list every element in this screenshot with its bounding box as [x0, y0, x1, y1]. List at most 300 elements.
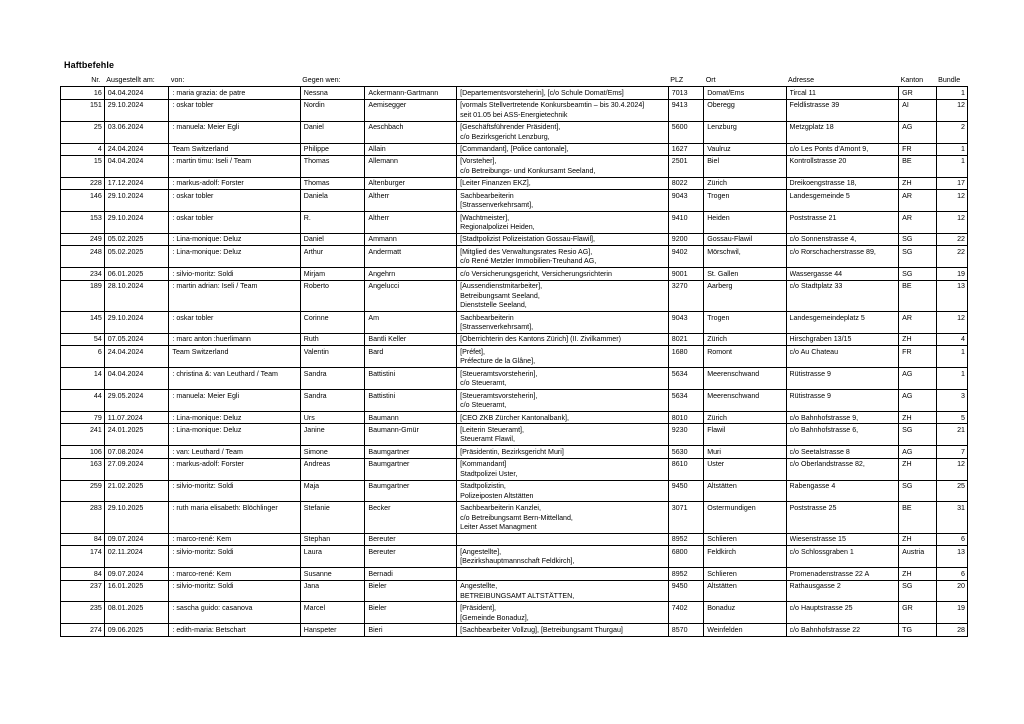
cell-kanton: AG — [899, 368, 937, 390]
cell-firstname: Janine — [300, 424, 365, 446]
cell-nr: 189 — [61, 280, 105, 311]
cell-nr: 174 — [61, 546, 105, 568]
haftbefehle-table — [60, 76, 968, 637]
cell-ort: Mörschwil, — [704, 246, 786, 268]
cell-ort: Ostermundigen — [704, 502, 786, 533]
cell-bundle: 12 — [936, 312, 967, 334]
cell-nr: 283 — [61, 502, 105, 533]
cell-plz: 1680 — [668, 346, 703, 368]
cell-lastname: Battistini — [365, 368, 457, 390]
col-date: Ausgestellt am: — [106, 76, 155, 84]
cell-adresse: c/o Hauptstrasse 25 — [786, 602, 899, 624]
cell-date: 17.12.2024 — [104, 177, 169, 189]
cell-date: 04.04.2024 — [104, 368, 169, 390]
cell-detail: [Präsident], [Gemeinde Bonaduz], — [457, 602, 669, 624]
cell-lastname: Am — [365, 312, 457, 334]
cell-adresse: Metzgplatz 18 — [786, 121, 899, 143]
cell-date: 24.04.2024 — [104, 143, 169, 155]
cell-lastname: Angehrn — [365, 268, 457, 280]
table-row — [61, 390, 968, 412]
cell-plz: 9043 — [668, 190, 703, 212]
cell-plz: 5634 — [668, 368, 703, 390]
cell-ort: Domat/Ems — [704, 87, 786, 99]
cell-lastname: Baumann-Gmür — [365, 424, 457, 446]
cell-plz: 9450 — [668, 480, 703, 502]
cell-plz: 9001 — [668, 268, 703, 280]
cell-kanton: GR — [899, 602, 937, 624]
cell-bundle: 1 — [936, 368, 967, 390]
cell-plz: 8610 — [668, 458, 703, 480]
cell-kanton: ZH — [899, 568, 937, 580]
cell-von: : van: Leuthard / Team — [169, 446, 300, 458]
cell-lastname: Ackermann-Gartmann — [365, 87, 457, 99]
cell-plz: 8010 — [668, 412, 703, 424]
cell-nr: 84 — [61, 568, 105, 580]
cell-plz: 8021 — [668, 333, 703, 345]
cell-lastname: Bernadi — [365, 568, 457, 580]
cell-firstname: Daniel — [300, 233, 365, 245]
cell-firstname: Mirjam — [300, 268, 365, 280]
cell-detail: Sachbearbeiterin [Strassenverkehrsamt], — [457, 312, 669, 334]
cell-bundle: 1 — [936, 155, 967, 177]
cell-lastname: Baumgartner — [365, 446, 457, 458]
cell-ort: Uster — [704, 458, 786, 480]
cell-kanton: SG — [899, 233, 937, 245]
cell-bundle: 19 — [936, 268, 967, 280]
cell-lastname: Bantli Keller — [365, 333, 457, 345]
cell-detail: [Steueramtsvorsteherin], c/o Steueramt, — [457, 368, 669, 390]
cell-date: 06.01.2025 — [104, 268, 169, 280]
table-row — [61, 346, 968, 368]
cell-adresse: Poststrasse 25 — [786, 502, 899, 533]
cell-firstname: Daniela — [300, 190, 365, 212]
cell-adresse: c/o Oberlandstrasse 82, — [786, 458, 899, 480]
cell-bundle: 7 — [936, 446, 967, 458]
cell-bundle: 12 — [936, 99, 967, 121]
cell-detail: [Oberrichterin des Kantons Zürich] (II. Zivilkammer) — [457, 333, 669, 345]
table-row — [61, 246, 968, 268]
cell-date: 16.01.2025 — [104, 580, 169, 602]
table-row — [61, 368, 968, 390]
cell-von: : martin timu: Iseli / Team — [169, 155, 300, 177]
cell-lastname: Baumann — [365, 412, 457, 424]
cell-plz: 9402 — [668, 246, 703, 268]
cell-nr: 106 — [61, 446, 105, 458]
table-row — [61, 624, 968, 636]
cell-nr: 84 — [61, 533, 105, 545]
cell-lastname: Altenburger — [365, 177, 457, 189]
cell-ort: Altstätten — [704, 480, 786, 502]
cell-kanton: SG — [899, 268, 937, 280]
cell-date: 29.10.2025 — [104, 502, 169, 533]
cell-date: 24.04.2024 — [104, 346, 169, 368]
cell-bundle: 6 — [936, 568, 967, 580]
cell-von: : markus-adolf: Forster — [169, 177, 300, 189]
cell-lastname: Baumgartner — [365, 458, 457, 480]
cell-ort: Lenzburg — [704, 121, 786, 143]
cell-nr: 79 — [61, 412, 105, 424]
cell-von: : silvio-moritz: Soldi — [169, 580, 300, 602]
cell-date: 29.05.2024 — [104, 390, 169, 412]
cell-adresse: Rütistrasse 9 — [786, 390, 899, 412]
cell-detail: [Angestellte], [Bezirkshauptmannschaft Feldkirch], — [457, 546, 669, 568]
cell-adresse: c/o Rorschacherstrasse 89, — [786, 246, 899, 268]
cell-lastname: Ammann — [365, 233, 457, 245]
cell-detail: [vormals Stellvertretende Konkursbeamtin – bis 30.4.2024] seit 01.05 bei ASS-Energietechnik — [457, 99, 669, 121]
cell-bundle: 22 — [936, 233, 967, 245]
cell-bundle: 1 — [936, 143, 967, 155]
cell-date: 07.05.2024 — [104, 333, 169, 345]
cell-nr: 249 — [61, 233, 105, 245]
table-row — [61, 212, 968, 234]
cell-date: 29.10.2024 — [104, 312, 169, 334]
cell-kanton: ZH — [899, 412, 937, 424]
table-row — [61, 312, 968, 334]
cell-plz: 8570 — [668, 624, 703, 636]
cell-kanton: AG — [899, 390, 937, 412]
cell-adresse: Hirschgraben 13/15 — [786, 333, 899, 345]
cell-plz: 3270 — [668, 280, 703, 311]
cell-detail: [Sachbearbeiter Vollzug], [Betreibungsamt Thurgau] — [457, 624, 669, 636]
cell-adresse: Rütistrasse 9 — [786, 368, 899, 390]
cell-detail: [Wachtmeister], Regionalpolizei Heiden, — [457, 212, 669, 234]
table-row — [61, 502, 968, 533]
cell-plz: 9450 — [668, 580, 703, 602]
cell-date: 09.07.2024 — [104, 568, 169, 580]
table-row — [61, 177, 968, 189]
table-row — [61, 155, 968, 177]
cell-bundle: 5 — [936, 412, 967, 424]
cell-von: : Lina-monique: Deluz — [169, 412, 300, 424]
table-row — [61, 87, 968, 99]
table-row — [61, 121, 968, 143]
cell-kanton: TG — [899, 624, 937, 636]
cell-adresse: c/o Seetalstrasse 8 — [786, 446, 899, 458]
cell-detail: [Steueramtsvorsteherin], c/o Steueramt, — [457, 390, 669, 412]
cell-kanton: ZH — [899, 458, 937, 480]
cell-lastname: Bieri — [365, 624, 457, 636]
cell-von: : oskar tobler — [169, 99, 300, 121]
cell-kanton: GR — [899, 87, 937, 99]
cell-nr: 15 — [61, 155, 105, 177]
cell-adresse: Rathausgasse 2 — [786, 580, 899, 602]
cell-firstname: Urs — [300, 412, 365, 424]
cell-plz: 7013 — [668, 87, 703, 99]
cell-von: : christina &: van Leuthard / Team — [169, 368, 300, 390]
cell-date: 29.10.2024 — [104, 99, 169, 121]
cell-ort: Trogen — [704, 312, 786, 334]
table-row — [61, 446, 968, 458]
cell-bundle: 2 — [936, 121, 967, 143]
cell-detail: [Vorsteher], c/o Betreibungs- und Konkursamt Seeland, — [457, 155, 669, 177]
cell-von: Team Switzerland — [169, 346, 300, 368]
cell-nr: 44 — [61, 390, 105, 412]
cell-firstname: Hanspeter — [300, 624, 365, 636]
cell-date: 11.07.2024 — [104, 412, 169, 424]
cell-adresse: c/o Stadtplatz 33 — [786, 280, 899, 311]
cell-ort: Weinfelden — [704, 624, 786, 636]
cell-firstname: Laura — [300, 546, 365, 568]
cell-plz: 9043 — [668, 312, 703, 334]
cell-detail: Sachbearbeiterin Kanzlei, c/o Betreibungsamt Bern-Mittelland, Leiter Asset Managment — [457, 502, 669, 533]
cell-date: 29.10.2024 — [104, 190, 169, 212]
table-row — [61, 424, 968, 446]
cell-detail: Stadtpolizistin, Polizeiposten Altstätten — [457, 480, 669, 502]
cell-bundle: 31 — [936, 502, 967, 533]
cell-plz: 8022 — [668, 177, 703, 189]
cell-date: 02.11.2024 — [104, 546, 169, 568]
cell-adresse: Landesgemeindeplatz 5 — [786, 312, 899, 334]
table-row — [61, 268, 968, 280]
cell-nr: 274 — [61, 624, 105, 636]
cell-von: : Lina-monique: Deluz — [169, 424, 300, 446]
cell-firstname: Jana — [300, 580, 365, 602]
cell-lastname: Bieler — [365, 580, 457, 602]
cell-von: : silvio-moritz: Soldi — [169, 268, 300, 280]
cell-date: 21.02.2025 — [104, 480, 169, 502]
cell-detail: [Geschäftsführender Präsident], c/o Bezirksgericht Lenzburg, — [457, 121, 669, 143]
cell-lastname: Becker — [365, 502, 457, 533]
cell-firstname: Stephan — [300, 533, 365, 545]
cell-lastname: Aeschbach — [365, 121, 457, 143]
cell-firstname: Thomas — [300, 177, 365, 189]
page-title: Haftbefehle — [64, 60, 115, 70]
cell-adresse: c/o Sonnenstrasse 4, — [786, 233, 899, 245]
table-row — [61, 190, 968, 212]
cell-ort: Heiden — [704, 212, 786, 234]
cell-kanton: FR — [899, 346, 937, 368]
cell-detail: c/o Versicherungsgericht, Versicherungsrichterin — [457, 268, 669, 280]
cell-firstname: Sandra — [300, 368, 365, 390]
cell-lastname: Bieler — [365, 602, 457, 624]
cell-plz: 5630 — [668, 446, 703, 458]
cell-kanton: BE — [899, 502, 937, 533]
cell-firstname: Valentin — [300, 346, 365, 368]
cell-plz: 9410 — [668, 212, 703, 234]
cell-nr: 25 — [61, 121, 105, 143]
cell-ort: Trogen — [704, 190, 786, 212]
cell-plz: 5634 — [668, 390, 703, 412]
cell-nr: 14 — [61, 368, 105, 390]
cell-bundle: 12 — [936, 190, 967, 212]
cell-nr: 235 — [61, 602, 105, 624]
cell-kanton: AR — [899, 312, 937, 334]
col-adresse: Adresse — [788, 76, 815, 84]
cell-lastname: Battistini — [365, 390, 457, 412]
cell-von: : marco-rené: Kem — [169, 533, 300, 545]
cell-bundle: 6 — [936, 533, 967, 545]
cell-adresse: c/o Schlossgraben 1 — [786, 546, 899, 568]
cell-firstname: Marcel — [300, 602, 365, 624]
cell-date: 28.10.2024 — [104, 280, 169, 311]
table-row — [61, 546, 968, 568]
table-row — [61, 99, 968, 121]
cell-date: 05.02.2025 — [104, 233, 169, 245]
table-row — [61, 480, 968, 502]
table-row — [61, 280, 968, 311]
cell-firstname: Andreas — [300, 458, 365, 480]
cell-detail — [457, 533, 669, 545]
cell-detail: [Präsidentin, Bezirksgericht Muri] — [457, 446, 669, 458]
cell-von: : silvio-moritz: Soldi — [169, 480, 300, 502]
cell-von: : marc anton :huerlimann — [169, 333, 300, 345]
table-body — [61, 87, 968, 636]
cell-lastname: Baumgartner — [365, 480, 457, 502]
cell-nr: 241 — [61, 424, 105, 446]
cell-von: : sascha guido: casanova — [169, 602, 300, 624]
cell-detail: [Mitglied des Verwaltungsrates Resio AG], c/o René Metzler Immobilien-Treuhand AG, — [457, 246, 669, 268]
col-kanton: Kanton — [900, 76, 924, 84]
cell-kanton: AI — [899, 99, 937, 121]
cell-adresse: Tircal 11 — [786, 87, 899, 99]
col-bundle: Bundle — [938, 76, 961, 84]
cell-von: : Lina-monique: Deluz — [169, 246, 300, 268]
cell-firstname: Stefanie — [300, 502, 365, 533]
cell-adresse: Wiesenstrasse 15 — [786, 533, 899, 545]
cell-plz: 9230 — [668, 424, 703, 446]
cell-adresse: c/o Au Chateau — [786, 346, 899, 368]
cell-firstname: Thomas — [300, 155, 365, 177]
cell-firstname: Daniel — [300, 121, 365, 143]
cell-firstname: Corinne — [300, 312, 365, 334]
cell-date: 08.01.2025 — [104, 602, 169, 624]
cell-adresse: Rabengasse 4 — [786, 480, 899, 502]
cell-firstname: Philippe — [300, 143, 365, 155]
cell-nr: 153 — [61, 212, 105, 234]
cell-firstname: Susanne — [300, 568, 365, 580]
cell-ort: Altstätten — [704, 580, 786, 602]
cell-date: 27.09.2024 — [104, 458, 169, 480]
col-von: von: — [170, 76, 185, 84]
cell-von: : Lina-monique: Deluz — [169, 233, 300, 245]
cell-kanton: AG — [899, 121, 937, 143]
cell-lastname: Aemisegger — [365, 99, 457, 121]
table-row — [61, 568, 968, 580]
cell-bundle: 21 — [936, 424, 967, 446]
cell-lastname: Bereuter — [365, 533, 457, 545]
cell-adresse: Landesgemeinde 5 — [786, 190, 899, 212]
cell-nr: 259 — [61, 480, 105, 502]
cell-date: 29.10.2024 — [104, 212, 169, 234]
cell-ort: Biel — [704, 155, 786, 177]
table-row — [61, 602, 968, 624]
cell-date: 05.02.2025 — [104, 246, 169, 268]
cell-detail: [Stadtpolizist Polizeistation Gossau-Flawil], — [457, 233, 669, 245]
cell-ort: Zürich — [704, 333, 786, 345]
cell-kanton: FR — [899, 143, 937, 155]
cell-detail: [Commandant], [Police cantonale], — [457, 143, 669, 155]
cell-ort: Romont — [704, 346, 786, 368]
cell-detail: [Kommandant] Stadtpolizei Uster, — [457, 458, 669, 480]
cell-date: 24.01.2025 — [104, 424, 169, 446]
cell-ort: Oberegg — [704, 99, 786, 121]
cell-ort: Aarberg — [704, 280, 786, 311]
cell-adresse: Feldlistrasse 39 — [786, 99, 899, 121]
cell-ort: Muri — [704, 446, 786, 458]
cell-detail: [Préfet], Préfecture de la Glâne], — [457, 346, 669, 368]
cell-bundle: 12 — [936, 458, 967, 480]
cell-von: : silvio-moritz: Soldi — [169, 546, 300, 568]
cell-ort: St. Gallen — [704, 268, 786, 280]
cell-firstname: Sandra — [300, 390, 365, 412]
cell-bundle: 19 — [936, 602, 967, 624]
cell-ort: Feldkirch — [704, 546, 786, 568]
cell-adresse: c/o Les Ponts d'Amont 9, — [786, 143, 899, 155]
cell-kanton: SG — [899, 424, 937, 446]
cell-ort: Gossau-Flawil — [704, 233, 786, 245]
cell-bundle: 22 — [936, 246, 967, 268]
cell-firstname: Simone — [300, 446, 365, 458]
cell-detail — [457, 568, 669, 580]
cell-detail: Sachbearbeiterin [Strassenverkehrsamt], — [457, 190, 669, 212]
cell-ort: Flawil — [704, 424, 786, 446]
col-ort: Ort — [705, 76, 716, 84]
cell-plz: 1627 — [668, 143, 703, 155]
cell-detail: [Leiter Finanzen EKZ], — [457, 177, 669, 189]
col-plz: PLZ — [670, 76, 684, 84]
table-row — [61, 233, 968, 245]
col-detail — [457, 76, 669, 87]
table-header — [61, 76, 968, 87]
cell-kanton: AR — [899, 190, 937, 212]
cell-lastname: Bereuter — [365, 546, 457, 568]
cell-ort: Bonaduz — [704, 602, 786, 624]
cell-nr: 6 — [61, 346, 105, 368]
cell-von: : ruth maria elisabeth: Blöchlinger — [169, 502, 300, 533]
cell-von: : manuela: Meier Egli — [169, 121, 300, 143]
cell-adresse: Promenadenstrasse 22 A — [786, 568, 899, 580]
cell-firstname: Maja — [300, 480, 365, 502]
cell-bundle: 4 — [936, 333, 967, 345]
cell-adresse: Wassergasse 44 — [786, 268, 899, 280]
cell-kanton: AR — [899, 212, 937, 234]
cell-von: : manuela: Meier Egli — [169, 390, 300, 412]
table-row — [61, 143, 968, 155]
cell-lastname: Bard — [365, 346, 457, 368]
cell-nr: 237 — [61, 580, 105, 602]
cell-plz: 6800 — [668, 546, 703, 568]
cell-adresse: c/o Bahnhofstrasse 22 — [786, 624, 899, 636]
table-row — [61, 580, 968, 602]
cell-detail: [Departementsvorsteherin], [c/o Schule Domat/Ems] — [457, 87, 669, 99]
table-row — [61, 412, 968, 424]
cell-ort: Meerenschwand — [704, 368, 786, 390]
cell-bundle: 13 — [936, 546, 967, 568]
cell-von: : oskar tobler — [169, 212, 300, 234]
cell-lastname: Andermatt — [365, 246, 457, 268]
cell-nr: 248 — [61, 246, 105, 268]
cell-bundle: 20 — [936, 580, 967, 602]
cell-nr: 4 — [61, 143, 105, 155]
cell-plz: 7402 — [668, 602, 703, 624]
cell-detail: [Aussendienstmitarbeiter], Betreibungsamt Seeland, Dienststelle Seeland, — [457, 280, 669, 311]
cell-firstname: R. — [300, 212, 365, 234]
cell-firstname: Ruth — [300, 333, 365, 345]
cell-kanton: AG — [899, 446, 937, 458]
cell-adresse: Kontrollstrasse 20 — [786, 155, 899, 177]
cell-nr: 54 — [61, 333, 105, 345]
cell-lastname: Altherr — [365, 190, 457, 212]
cell-ort: Zürich — [704, 177, 786, 189]
cell-bundle: 1 — [936, 346, 967, 368]
cell-bundle: 13 — [936, 280, 967, 311]
cell-adresse: Dreikoengstrasse 18, — [786, 177, 899, 189]
cell-ort: Schlieren — [704, 568, 786, 580]
cell-plz: 3071 — [668, 502, 703, 533]
cell-kanton: BE — [899, 280, 937, 311]
cell-kanton: BE — [899, 155, 937, 177]
cell-kanton: ZH — [899, 533, 937, 545]
